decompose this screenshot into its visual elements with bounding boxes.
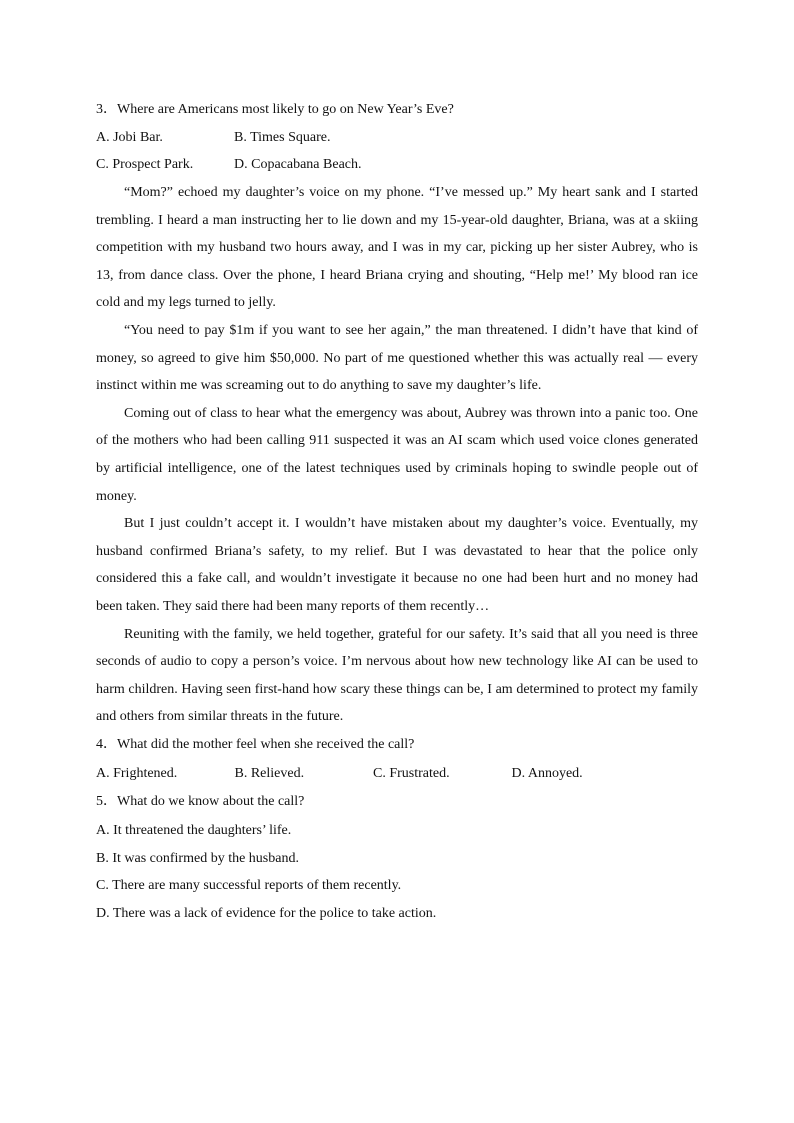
question-3-options-row-2 [96, 151, 698, 179]
question-3-options-row-1 [96, 124, 698, 152]
q3-option-c: C. Prospect Park. [96, 157, 194, 173]
q5-option-d: D. There was a lack of evidence for the police to take action. [96, 906, 437, 922]
passage-paragraph-3: Coming out of class to hear what the emergency was about, Aubrey was thrown into a panic too. One of the mothers who had been calling 911 suspected it was an AI scam which used voice clones generated by artificial intelligence, one of the latest techniques used by criminals hoping to swindle people out of money. [96, 405, 698, 504]
question-4-options [96, 760, 698, 789]
q5-option-c: C. There are many successful reports of them recently. [96, 878, 402, 894]
q5-option-b: B. It was confirmed by the husband. [96, 850, 299, 866]
question-5: 5．What do we know about the call? [96, 794, 305, 810]
question-4: 4．What did the mother feel when she received the call? [96, 736, 415, 752]
passage-paragraph-4: But I just couldn’t accept it. I wouldn’t have mistaken about my daughter’s voice. Eventually, my husband confirmed Briana’s safety, to my relief. But I was devastated to hear that the police only considered this a fake call, and wouldn’t investigate it because no one had been hurt and no money had been taken. They said there had been many reports of them recently… [96, 516, 698, 614]
q4-option-c: C. Frustrated. [373, 765, 450, 781]
document-content [96, 96, 698, 928]
passage-paragraph-1: “Mom?” echoed my daughter’s voice on my phone. “I’ve messed up.” My heart sank and I started trembling. I heard a man instructing her to lie down and my 15-year-old daughter, Briana, was at a skiing competition with my husband two hours away, and I was in my car, picking up her sister Aubrey, who is 13, from dance class. Over the phone, I heard Briana crying and shouting, “Help me!’ My blood ran ice cold and my legs turned to jelly. [96, 185, 698, 311]
passage-paragraph-2: “You need to pay $1m if you want to see her again,” the man threatened. I didn’t have that kind of money, so agreed to give him $50,000. No part of me questioned whether this was actually real — every instinct within me was screaming out to do anything to save my daughter’s life. [96, 323, 698, 394]
q3-option-b: B. Times Square. [234, 129, 331, 145]
q5-option-a: A. It threatened the daughters’ life. [96, 823, 292, 838]
q4-option-d: D. Annoyed. [511, 765, 583, 781]
question-3: 3．Where are Americans most likely to go on New Year’s Eve? [96, 102, 454, 117]
q4-option-a: A. Frightened. [96, 765, 178, 781]
passage-paragraph-5: Reuniting with the family, we held together, grateful for our safety. It’s said that all you need is three seconds of audio to copy a person’s voice. I’m nervous about how new technology like AI can be used to harm children. Having seen first-hand how scary these things can be, I am determined to protect my family and others from similar threats in the future. [96, 626, 698, 725]
q3-option-d: D. Copacabana Beach. [234, 157, 362, 173]
q3-option-a: A. Jobi Bar. [96, 129, 163, 145]
q4-option-b: B. Relieved. [234, 765, 305, 781]
